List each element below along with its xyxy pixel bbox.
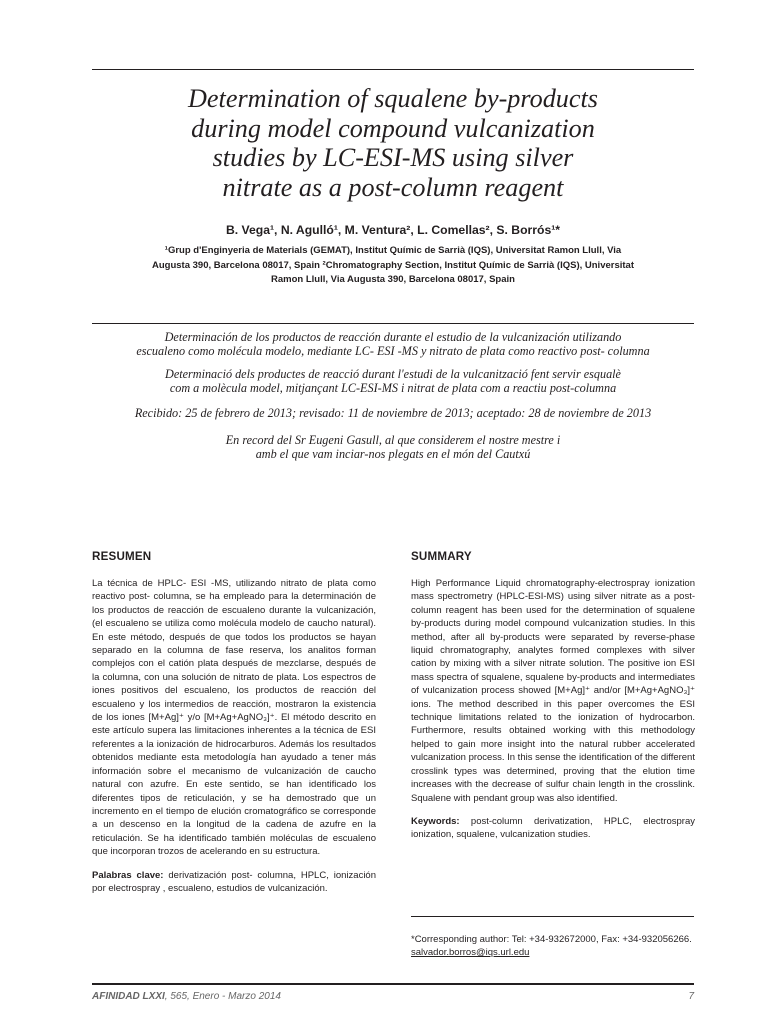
section-rule bbox=[92, 323, 694, 324]
summary-text: High Performance Liquid chromatography-electrospray ionization mass spectrometry (HPLC-ESI-MS) using silver nitrate as a post-column reagent has been used for the determination of squalene by-products during model compound vulcanization studies. In this method, after all by-products were separated by reverse-phase liquid chromatography, analytes formed complexes with silver cation by mixing with a silver nitrate solution. The positive ion ESI mass spectra of squalene, squalene by-products and intermediates of vulcanization process showed [M+Ag]⁺ and/or [M+Ag+AgNO₃]⁺ ions. The method described in this paper overcomes the ESI technique limitations related to the ionization of hydrocarbon. Furthermore, results obtained working with this methodology helped to gain more insight into the natural rubber accelerated vulcanization process. In this sense the identification of the different crosslink types was determined, proving that the elution time increases with the decrease of sulfur chain length in the crosslink. Squalene with pendant group was also identified. bbox=[411, 578, 695, 804]
title-line: nitrate as a post-column reagent bbox=[222, 172, 564, 202]
corresponding-author bbox=[411, 933, 694, 960]
keywords-text: post-column derivatization, HPLC, electrospray ionization, squalene, vulcanization studies. bbox=[411, 815, 695, 841]
summary-heading: SUMMARY bbox=[411, 550, 472, 563]
journal-name: AFINIDAD LXXI bbox=[92, 991, 165, 1002]
title-spanish bbox=[92, 330, 694, 358]
resumen-keywords bbox=[92, 869, 376, 896]
dedication bbox=[92, 433, 694, 461]
dedication-line: amb el que vam inciar-nos plegats en el món del Cautxú bbox=[255, 447, 531, 462]
footer-rule bbox=[92, 983, 694, 985]
keywords-label: Palabras clave: bbox=[92, 869, 164, 881]
title-line: studies by LC-ESI-MS using silver bbox=[212, 143, 574, 172]
title-catalan bbox=[92, 367, 694, 395]
resumen-heading: RESUMEN bbox=[92, 550, 152, 563]
title-spanish-line: escualeno como molécula modelo, mediante LC- ESI -MS y nitrato de plata como reactivo post- columna bbox=[136, 344, 650, 359]
keywords-label: Keywords: bbox=[411, 815, 460, 827]
title-catalan-line: com a molècula model, mitjançant LC-ESI-MS i nitrat de plata com a reactiu post-columna bbox=[169, 381, 617, 396]
keywords-text: derivatización post- columna, HPLC, ionización por electrospray , escualeno, estudios de vulcanización. bbox=[92, 869, 377, 894]
summary-column bbox=[411, 577, 695, 852]
title-line: during model compound vulcanization bbox=[191, 113, 595, 143]
journal-issue: , 565, Enero - Marzo 2014 bbox=[164, 991, 281, 1002]
author-email-link[interactable]: salvador.borros@iqs.url.edu bbox=[411, 947, 530, 959]
footnote-rule bbox=[411, 916, 694, 917]
paper-title bbox=[92, 84, 694, 202]
received-dates: Recibido: 25 de febrero de 2013; revisado: 11 de noviembre de 2013; aceptado: 28 de noviembre de 2013 bbox=[134, 406, 652, 420]
resumen-text: La técnica de HPLC- ESI -MS, utilizando nitrato de plata como reactivo post- columna, se ha empleado para la determinación de los productos de reacción de escualeno durante la vulcanización, (el escualeno se utiliza como molécula modelo de caucho natural). En este método, después de que todos los productos se hayan separado en la columna de fase reserva, los analitos forman complejos con el catión plata después de mezclarse, después de la columna, con una solución de nitrato de plata. Los espectros de iones positivos del escualeno, los productos de reacción del escualeno y los intermedios de reacción, mostraron la existencia de los iones [M+Ag]⁺ y/o [M+Ag+AgNO₃]⁺. El método descrito en este artículo supera las limitaciones inherentes a la técnica de ESI referentes a la ionización de hidrocarburos. Además los resultados obtenidos mediante esta metodología han ayudado a tener más información sobre el mecanismo de vulcanización de caucho natural con azufre. En este sentido, se han identificado los diferentes tipos de reticulación, y se ha demostrado que un incremento en el tiempo de elución cromatográfico se corresponde a un descenso en la longitud de la cadena de azufre en la reticulación. Se ha identificado también moléculas de escualeno que incorporan trozos de acelerando en su estructura. bbox=[92, 578, 376, 858]
resumen-column bbox=[92, 577, 376, 905]
affiliations: ¹Grup d'Enginyeria de Materials (GEMAT), Institut Químic de Sarrià (IQS), Universitat Ramon Llull, Via Augusta 390, Barcelona 08017, Spain ²Chromatography Section, Institut Químic de Sarrià (IQS), Universitat Ramon Llull, Via Augusta 390, Barcelona 08017, Spain bbox=[152, 245, 634, 285]
title-spanish-line: Determinación de los productos de reacción durante el estudio de la vulcanización utilizando bbox=[164, 330, 622, 344]
title-line: Determination of squalene by-products bbox=[188, 84, 598, 113]
title-catalan-line: Determinació dels productes de reacció durant l'estudi de la vulcanització fent servir esqualè bbox=[165, 367, 621, 381]
authors: B. Vega¹, N. Agulló¹, M. Ventura², L. Comellas², S. Borrós¹* bbox=[225, 223, 561, 237]
page-footer bbox=[92, 991, 694, 1002]
top-rule bbox=[92, 69, 694, 70]
dedication-line: En record del Sr Eugeni Gasull, al que considerem el nostre mestre i bbox=[225, 433, 561, 447]
summary-keywords bbox=[411, 815, 695, 842]
page-number: 7 bbox=[688, 991, 694, 1002]
corresponding-text: *Corresponding author: Tel: +34-932672000, Fax: +34-932056266. bbox=[411, 934, 692, 945]
